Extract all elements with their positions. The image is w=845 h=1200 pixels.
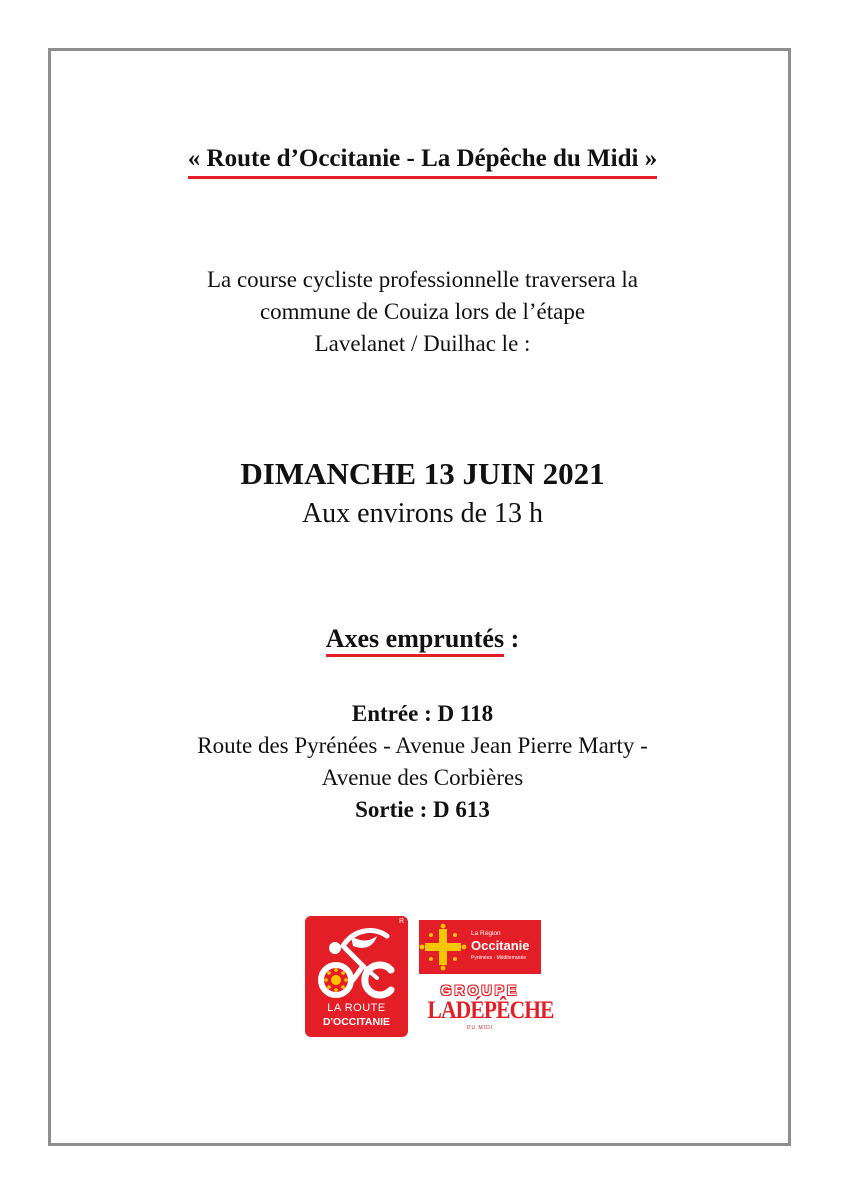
route-logo-line2: D'OCCITANIE bbox=[322, 1016, 391, 1028]
region-line3: Pyrénées · Méditerranée bbox=[471, 955, 527, 961]
region-line1: La Région bbox=[471, 930, 501, 937]
route-path-line: Route des Pyrénées - Avenue Jean Pierre Marty - bbox=[197, 733, 648, 758]
route-entry: Entrée : D 118 bbox=[351, 701, 494, 726]
axes-label: Axes empruntés bbox=[326, 624, 504, 657]
registered-mark: R bbox=[398, 918, 404, 925]
groupe-line3: DU MIDI bbox=[466, 1025, 494, 1031]
title-text: « Route d’Occitanie - La Dépêche du Midi » bbox=[188, 145, 657, 179]
groupe-line1: GROUPE bbox=[440, 982, 520, 998]
route-exit: Sortie : D 613 bbox=[355, 797, 490, 822]
event-time: Aux environs de 13 h bbox=[301, 498, 544, 529]
groupe-depeche-logo bbox=[419, 982, 554, 1032]
intro-line: commune de Couiza lors de l’étape bbox=[259, 299, 586, 324]
route-details bbox=[0, 698, 845, 826]
groupe-line2: LADÉPÊCHE bbox=[427, 997, 554, 1024]
occitan-cross-icon bbox=[419, 920, 467, 974]
region-line2: Occitanie bbox=[471, 938, 530, 953]
intro-line: Lavelanet / Duilhac le : bbox=[314, 331, 531, 356]
intro-line: La course cycliste professionnelle traversera la bbox=[206, 267, 639, 292]
event-date: DIMANCHE 13 JUIN 2021 bbox=[240, 456, 605, 491]
route-occitanie-logo bbox=[305, 916, 408, 1037]
region-occitanie-logo bbox=[419, 920, 541, 974]
route-logo-line1: LA ROUTE bbox=[327, 1002, 386, 1014]
intro-paragraph bbox=[0, 264, 845, 360]
axes-suffix: : bbox=[504, 624, 520, 653]
route-path-line: Avenue des Corbières bbox=[321, 765, 524, 790]
cyclist-icon bbox=[305, 916, 408, 1002]
axes-heading bbox=[0, 624, 845, 654]
document-title bbox=[0, 145, 845, 179]
